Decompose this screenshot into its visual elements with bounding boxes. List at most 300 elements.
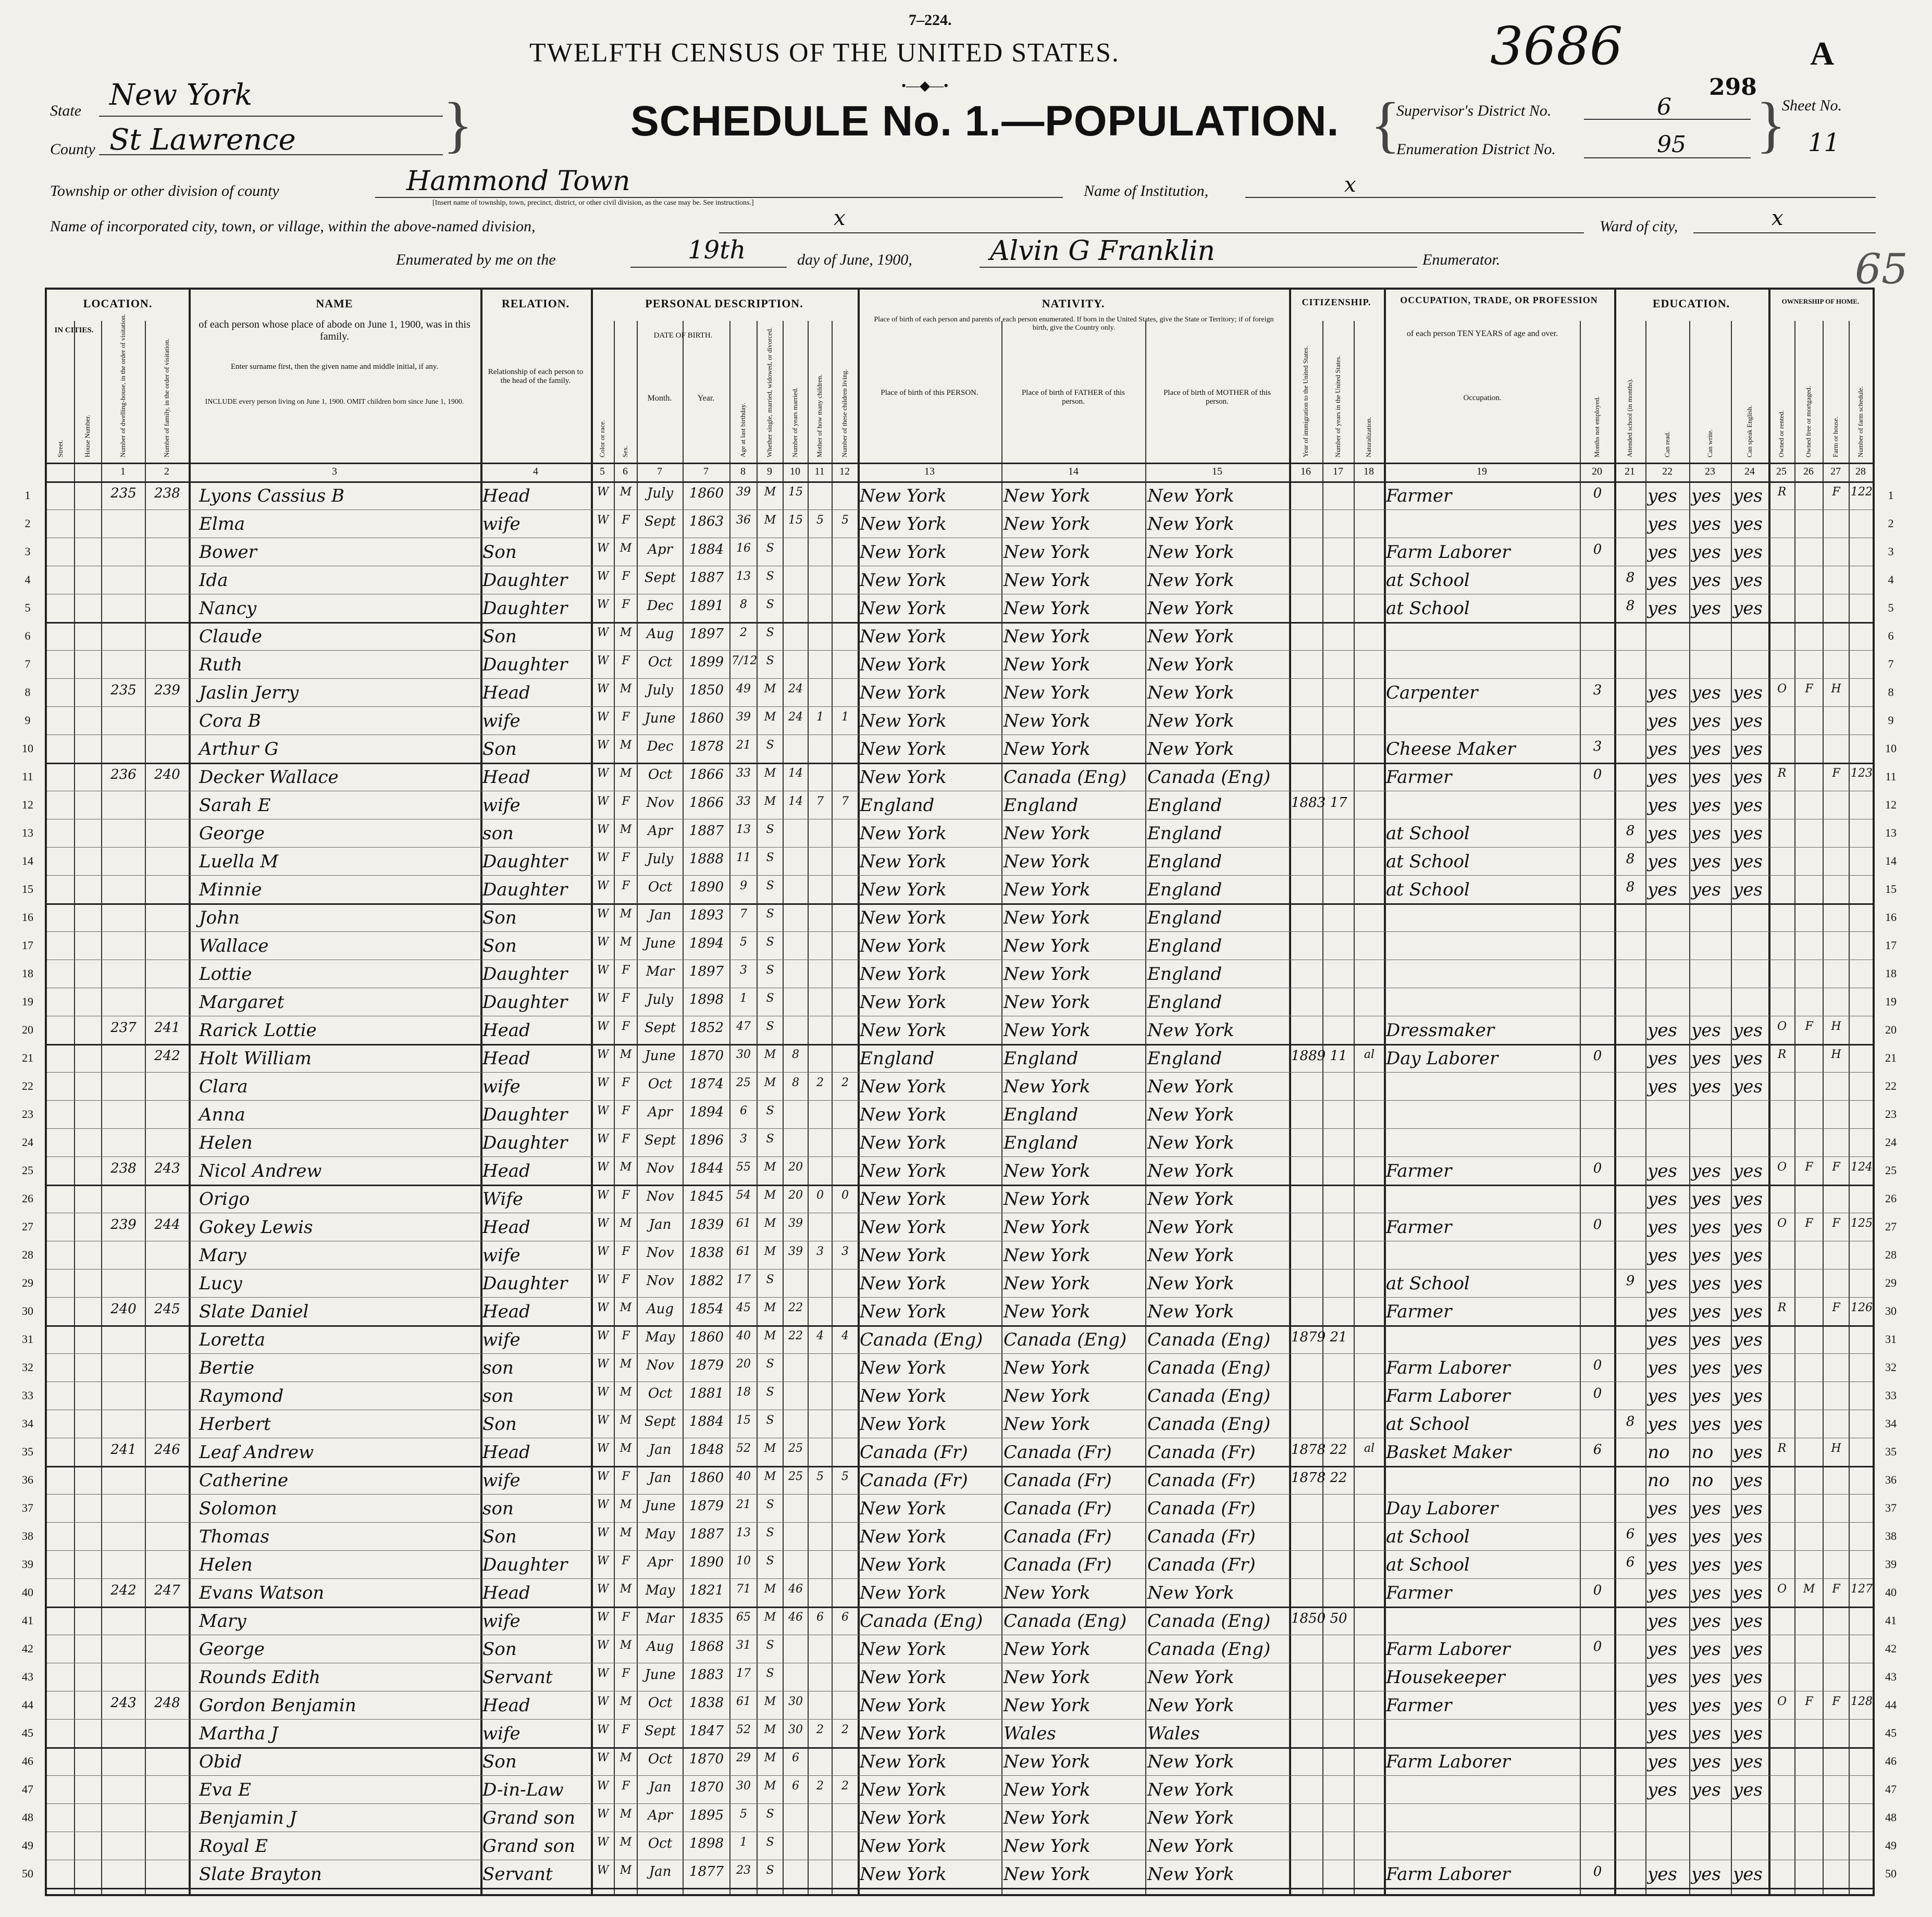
cell-bm: New York (1147, 570, 1234, 591)
cell-bf: New York (1004, 1864, 1091, 1885)
row-number-left: 12 (22, 798, 33, 811)
cell-sex: F (622, 795, 630, 808)
cell-bm: England (1147, 907, 1222, 928)
cell-age: 61 (736, 1217, 751, 1230)
cell-bp: New York (860, 823, 947, 844)
cell-color: W (597, 1020, 609, 1033)
cell-mar: S (766, 1639, 774, 1652)
header-own: Owned or rented. (1777, 410, 1785, 457)
cell-ym: 14 (788, 767, 803, 780)
cell-sex: F (622, 1273, 630, 1286)
cell-read: yes (1648, 1076, 1677, 1097)
cell-age: 9 (740, 879, 747, 892)
cell-sch: 8 (1626, 570, 1635, 586)
schedule-title: SCHEDULE No. 1.—POPULATION. (630, 97, 1340, 145)
cell-color: W (597, 767, 609, 780)
cell-nat: al (1364, 1048, 1375, 1061)
cell-bm: England (1147, 1048, 1222, 1069)
cell-read: no (1648, 1470, 1670, 1491)
cell-farm: H (1831, 682, 1841, 695)
cell-write: yes (1691, 739, 1721, 760)
cell-rel: son (482, 823, 514, 844)
cell-fam: 239 (154, 682, 180, 698)
cell-write: yes (1691, 879, 1721, 900)
cell-bm: Wales (1147, 1723, 1200, 1744)
cell-bm: New York (1147, 1695, 1234, 1716)
cell-bf: New York (1004, 654, 1091, 675)
cell-write: no (1691, 1442, 1714, 1463)
cell-mar: M (764, 767, 776, 780)
cell-farm: F (1832, 1301, 1840, 1314)
cell-sex: F (622, 514, 630, 527)
cell-speak: yes (1733, 1245, 1763, 1266)
cell-bm: Canada (Fr) (1147, 1526, 1256, 1547)
cell-year: 1899 (689, 654, 724, 670)
state-label: State (50, 102, 81, 119)
cell-own: O (1777, 682, 1787, 695)
row-number-right: 28 (1885, 1248, 1897, 1261)
cell-write: yes (1691, 486, 1721, 506)
cell-rel: Servant (482, 1667, 553, 1688)
header-rule (47, 463, 1873, 464)
column-number: 6 (623, 466, 628, 477)
cell-bf: New York (1004, 1667, 1091, 1688)
cell-occ: Carpenter (1386, 682, 1478, 703)
cell-month: Nov (646, 1273, 674, 1289)
ward-rule (1693, 232, 1876, 233)
header-dw: Number of dwelling-house, in the order of visitation. (119, 314, 127, 457)
cell-age: 52 (736, 1723, 751, 1736)
cell-month: Nov (646, 1161, 674, 1176)
cell-bm: Canada (Eng) (1147, 1414, 1271, 1435)
group-education: EDUCATION. (1652, 297, 1730, 310)
cell-write: yes (1691, 1217, 1721, 1238)
cell-year: 1860 (689, 486, 724, 501)
cell-read: yes (1648, 1217, 1677, 1238)
cell-age: 18 (736, 1386, 751, 1399)
cell-cl: 1 (841, 711, 849, 724)
row-number-left: 16 (22, 911, 33, 924)
cell-speak: yes (1733, 1554, 1763, 1575)
cell-month: May (645, 1329, 675, 1345)
cell-bf: New York (1004, 514, 1091, 534)
cell-mar: S (766, 823, 774, 836)
cell-occ: Farmer (1386, 486, 1452, 506)
cell-sex: F (622, 654, 630, 667)
cell-rel: Head (482, 1583, 530, 1603)
cell-bm: Canada (Fr) (1147, 1498, 1256, 1519)
cell-month: Jan (649, 1470, 672, 1486)
cell-rel: Grand son (482, 1808, 575, 1828)
cell-cl: 0 (841, 1189, 849, 1202)
cell-bm: New York (1147, 1104, 1234, 1125)
name-instr: Enter surname first, then the given name and middle initial, if any. (230, 363, 439, 371)
cell-name: Solomon (199, 1498, 277, 1519)
cell-unemp: 0 (1593, 1161, 1602, 1176)
cell-free: F (1805, 1020, 1813, 1033)
cell-bp: New York (860, 570, 947, 591)
cell-bf: England (1004, 795, 1079, 816)
table-row (47, 538, 1873, 566)
table-row (47, 931, 1873, 960)
right-brace-open: { (1370, 90, 1401, 159)
cell-bm: Canada (Eng) (1147, 1639, 1271, 1660)
cell-rel: Daughter (482, 851, 568, 872)
header-ym: Number of years married. (791, 387, 799, 457)
row-number-right: 14 (1885, 854, 1897, 867)
cell-age: 16 (736, 542, 751, 555)
cell-read: yes (1648, 542, 1677, 563)
cell-sex: F (622, 879, 630, 892)
cell-farm: F (1832, 767, 1840, 780)
table-row (47, 1100, 1873, 1128)
cell-occ: at School (1386, 823, 1470, 844)
cell-read: yes (1648, 486, 1677, 506)
cell-age: 20 (736, 1358, 751, 1371)
cell-year: 1850 (689, 682, 724, 698)
cell-speak: yes (1733, 1498, 1763, 1519)
cell-mar: S (766, 1132, 774, 1146)
cell-year: 1887 (689, 823, 724, 839)
cell-read: yes (1648, 1301, 1677, 1322)
table-row (47, 1860, 1873, 1888)
row-number-right: 31 (1885, 1333, 1897, 1346)
cell-bm: New York (1147, 1132, 1234, 1153)
cell-year: 1839 (689, 1217, 724, 1233)
table-row (47, 1185, 1873, 1213)
cell-fam: 244 (154, 1217, 180, 1233)
header-yus: Number of years in the United States. (1334, 355, 1342, 457)
cell-read: yes (1648, 1723, 1677, 1744)
cell-bp: New York (860, 1076, 947, 1097)
table-row (47, 678, 1873, 706)
cell-month: June (645, 1048, 676, 1064)
cell-fsch: 128 (1851, 1695, 1873, 1708)
cell-name: Ruth (199, 654, 243, 675)
corner-letter: A (1810, 35, 1835, 72)
cell-sch: 6 (1626, 1554, 1635, 1570)
cell-speak: yes (1733, 1611, 1763, 1632)
cell-bf: New York (1004, 1301, 1091, 1322)
cell-read: no (1648, 1442, 1670, 1463)
table-row (47, 735, 1873, 763)
cell-color: W (597, 1301, 609, 1314)
cell-fsch: 126 (1851, 1301, 1873, 1314)
cell-name: Decker Wallace (199, 767, 339, 788)
cell-month: Nov (646, 1245, 674, 1261)
cell-bm: New York (1147, 1020, 1234, 1041)
row-number-left: 25 (22, 1164, 33, 1177)
cell-mar: S (766, 1667, 774, 1680)
cell-mar: S (766, 542, 774, 555)
cell-speak: yes (1733, 682, 1763, 703)
row-number-left: 7 (24, 657, 31, 670)
cell-bf: Canada (Eng) (1004, 1329, 1127, 1350)
cell-bp: New York (860, 542, 947, 563)
cell-occ: at School (1386, 1273, 1470, 1294)
table-row (47, 1747, 1873, 1775)
cell-rel: Wife (482, 1189, 523, 1210)
cell-read: yes (1648, 570, 1677, 591)
cell-bm: New York (1147, 1217, 1234, 1238)
row-number-left: 17 (22, 939, 33, 952)
birth-mother: Place of birth of MOTHER of this person. (1163, 389, 1271, 406)
row-number-left: 47 (22, 1783, 33, 1796)
cell-imm: 1878 (1291, 1442, 1326, 1458)
cell-speak: yes (1733, 486, 1763, 506)
column-number: 25 (1776, 466, 1787, 477)
cell-name: George (199, 823, 265, 844)
cell-name: Bower (199, 542, 257, 563)
cell-name: Mary (199, 1611, 246, 1632)
cell-year: 1835 (689, 1611, 724, 1626)
cell-age: 31 (736, 1639, 751, 1652)
cell-ym: 30 (788, 1723, 803, 1736)
cell-age: 29 (736, 1751, 751, 1764)
cell-name: Sarah E (199, 795, 271, 816)
cell-speak: yes (1733, 1583, 1763, 1603)
cell-bp: New York (860, 1386, 947, 1406)
state-value: New York (109, 78, 253, 112)
cell-read: yes (1648, 1583, 1677, 1603)
cell-rel: Son (482, 1751, 517, 1772)
cell-bm: New York (1147, 1301, 1234, 1322)
cell-yus: 50 (1330, 1611, 1347, 1626)
row-number-left: 39 (22, 1558, 33, 1571)
cell-speak: yes (1733, 739, 1763, 760)
table-row (47, 1550, 1873, 1578)
township-rule (375, 197, 1063, 198)
cell-own: O (1777, 1217, 1787, 1230)
cell-write: yes (1691, 1161, 1721, 1181)
group-in-cities: IN CITIES. (54, 326, 94, 334)
cell-name: Luella M (199, 851, 279, 872)
cell-cl: 2 (841, 1779, 849, 1792)
cell-name: Slate Brayton (199, 1864, 322, 1885)
supervisor-label: Supervisor's District No. (1396, 102, 1552, 119)
header-sex: Sex. (621, 445, 629, 457)
cell-sex: M (620, 542, 632, 555)
cell-year: 1893 (689, 907, 724, 923)
cell-month: Apr (648, 823, 673, 839)
row-number-left: 43 (22, 1670, 33, 1683)
cell-mar: M (764, 1048, 776, 1061)
cell-occ: Farmer (1386, 1301, 1452, 1322)
row-number-right: 27 (1885, 1220, 1897, 1233)
cell-unemp: 0 (1593, 542, 1602, 557)
cell-bf: New York (1004, 1639, 1091, 1660)
cell-month: Sept (644, 1723, 676, 1739)
cell-year: 1879 (689, 1358, 724, 1373)
table-row (47, 1775, 1873, 1803)
cell-speak: yes (1733, 1414, 1763, 1435)
cell-bm: Canada (Fr) (1147, 1442, 1256, 1463)
cell-name: Minnie (199, 879, 262, 900)
county-label: County (50, 141, 95, 158)
cell-color: W (597, 1217, 609, 1230)
cell-name: Cora B (199, 711, 261, 731)
group-relation: RELATION. (501, 297, 570, 310)
cell-farm: H (1831, 1442, 1841, 1455)
cell-year: 1898 (689, 1836, 724, 1851)
cell-write: no (1691, 1470, 1714, 1491)
cell-dw: 237 (110, 1020, 137, 1036)
cell-color: W (597, 823, 609, 836)
cell-sex: M (620, 486, 632, 499)
cell-speak: yes (1733, 1020, 1763, 1041)
cell-sch: 8 (1626, 851, 1635, 867)
cell-mar: S (766, 907, 774, 920)
cell-month: Sept (644, 514, 676, 529)
cell-occ: Day Laborer (1386, 1498, 1498, 1519)
row-number-left: 24 (22, 1136, 33, 1149)
row-number-right: 16 (1885, 911, 1897, 924)
row-number-right: 35 (1885, 1445, 1897, 1458)
cell-age: 40 (736, 1329, 751, 1342)
row-number-right: 10 (1885, 742, 1897, 755)
cell-read: yes (1648, 1189, 1677, 1210)
cell-year: 1897 (689, 964, 724, 979)
enumeration-rule (1584, 157, 1751, 158)
cell-bf: England (1004, 1104, 1079, 1125)
column-number: 23 (1705, 466, 1715, 477)
cell-month: Mar (646, 1611, 675, 1626)
cell-year: 1870 (689, 1048, 724, 1064)
cell-bf: New York (1004, 1808, 1091, 1828)
cell-occ: at School (1386, 1554, 1470, 1575)
cell-age: 33 (736, 767, 751, 780)
cell-yus: 17 (1330, 795, 1347, 811)
header-street: Street. (56, 440, 64, 457)
cell-bp: New York (860, 879, 947, 900)
row-number-left: 11 (22, 770, 33, 783)
cell-mo: 2 (816, 1723, 824, 1736)
cell-write: yes (1691, 1076, 1721, 1097)
cell-read: yes (1648, 1667, 1677, 1688)
cell-bp: England (860, 1048, 935, 1069)
cell-own: R (1777, 767, 1787, 780)
cell-year: 1860 (689, 1329, 724, 1345)
cell-unemp: 0 (1593, 767, 1602, 782)
cell-month: May (645, 1526, 675, 1542)
cell-fsch: 127 (1851, 1583, 1873, 1596)
cell-read: yes (1648, 1751, 1677, 1772)
cell-age: 5 (740, 1808, 747, 1821)
row-number-left: 23 (22, 1107, 33, 1121)
cell-age: 23 (736, 1864, 751, 1877)
cell-month: Oct (648, 1386, 673, 1401)
cell-bm: New York (1147, 1836, 1234, 1857)
cell-year: 1891 (689, 598, 724, 614)
cell-month: Aug (646, 1301, 674, 1317)
cell-age: 65 (736, 1611, 751, 1624)
cell-bf: New York (1004, 682, 1091, 703)
cell-mar: M (764, 711, 776, 724)
cell-name: Loretta (199, 1329, 266, 1350)
cell-ym: 46 (788, 1583, 803, 1596)
table-row (47, 1522, 1873, 1550)
cell-dw: 239 (110, 1217, 137, 1233)
cell-own: O (1777, 1695, 1787, 1708)
cell-dw: 243 (110, 1695, 137, 1711)
cell-mo: 6 (816, 1611, 824, 1624)
row-number-right: 34 (1885, 1417, 1897, 1430)
cell-bf: Canada (Fr) (1004, 1470, 1112, 1491)
cell-year: 1883 (689, 1667, 724, 1683)
cell-farm: F (1832, 486, 1840, 499)
cell-bf: New York (1004, 626, 1091, 647)
cell-color: W (597, 1048, 609, 1061)
city-rule (719, 232, 1584, 233)
enumerator-rule (980, 267, 1417, 268)
column-number: 4 (533, 466, 538, 477)
table-row (47, 1353, 1873, 1381)
row-number-right: 7 (1888, 657, 1894, 670)
cell-rel: Daughter (482, 654, 568, 675)
cell-bm: New York (1147, 1245, 1234, 1266)
cell-month: Nov (646, 1358, 674, 1373)
cell-sex: F (622, 964, 630, 977)
table-row (47, 1016, 1873, 1044)
cell-rel: Son (482, 1414, 517, 1435)
cell-write: yes (1691, 514, 1721, 534)
right-brace-close: } (1756, 90, 1786, 159)
cell-read: yes (1648, 1020, 1677, 1041)
cell-bf: New York (1004, 542, 1091, 563)
cell-read: yes (1648, 823, 1677, 844)
cell-free: F (1805, 1217, 1813, 1230)
township-label: Township or other division of county (50, 182, 279, 200)
cell-rel: Head (482, 1301, 530, 1322)
cell-mar: S (766, 1273, 774, 1286)
cell-bp: New York (860, 739, 947, 760)
cell-sex: M (620, 767, 632, 780)
cell-occ: Day Laborer (1386, 1048, 1498, 1069)
row-number-left: 18 (22, 967, 33, 980)
cell-mar: M (764, 1189, 776, 1202)
cell-sex: F (622, 992, 630, 1005)
cell-ym: 39 (788, 1245, 803, 1258)
cell-bm: New York (1147, 1779, 1234, 1800)
title-ornament: •—◆—• (901, 78, 949, 93)
cell-mar: M (764, 1470, 776, 1483)
cell-fam: 248 (154, 1695, 180, 1711)
row-number-right: 41 (1885, 1614, 1897, 1627)
cell-name: Helen (199, 1132, 253, 1153)
table-row (47, 1691, 1873, 1719)
row-number-right: 48 (1885, 1811, 1897, 1824)
cell-cl: 7 (841, 795, 849, 808)
table-row (47, 509, 1873, 538)
cell-bf: New York (1004, 1358, 1091, 1378)
cell-bf: New York (1004, 907, 1091, 928)
cell-farm: F (1832, 1161, 1840, 1174)
cell-color: W (597, 879, 609, 892)
cell-mar: M (764, 514, 776, 527)
header-house: House Number. (83, 415, 91, 457)
column-number: 28 (1855, 466, 1866, 477)
cell-mar: S (766, 654, 774, 667)
cell-name: Raymond (199, 1386, 284, 1406)
group-ownership: OWNERSHIP OF HOME. (1781, 297, 1860, 305)
cell-name: Gordon Benjamin (199, 1695, 356, 1716)
cell-age: 40 (736, 1470, 751, 1483)
cell-mar: S (766, 739, 774, 752)
cell-name: Claude (199, 626, 262, 647)
cell-dw: 240 (110, 1301, 137, 1317)
cell-month: June (645, 1498, 676, 1514)
cell-name: Lucy (199, 1273, 242, 1294)
